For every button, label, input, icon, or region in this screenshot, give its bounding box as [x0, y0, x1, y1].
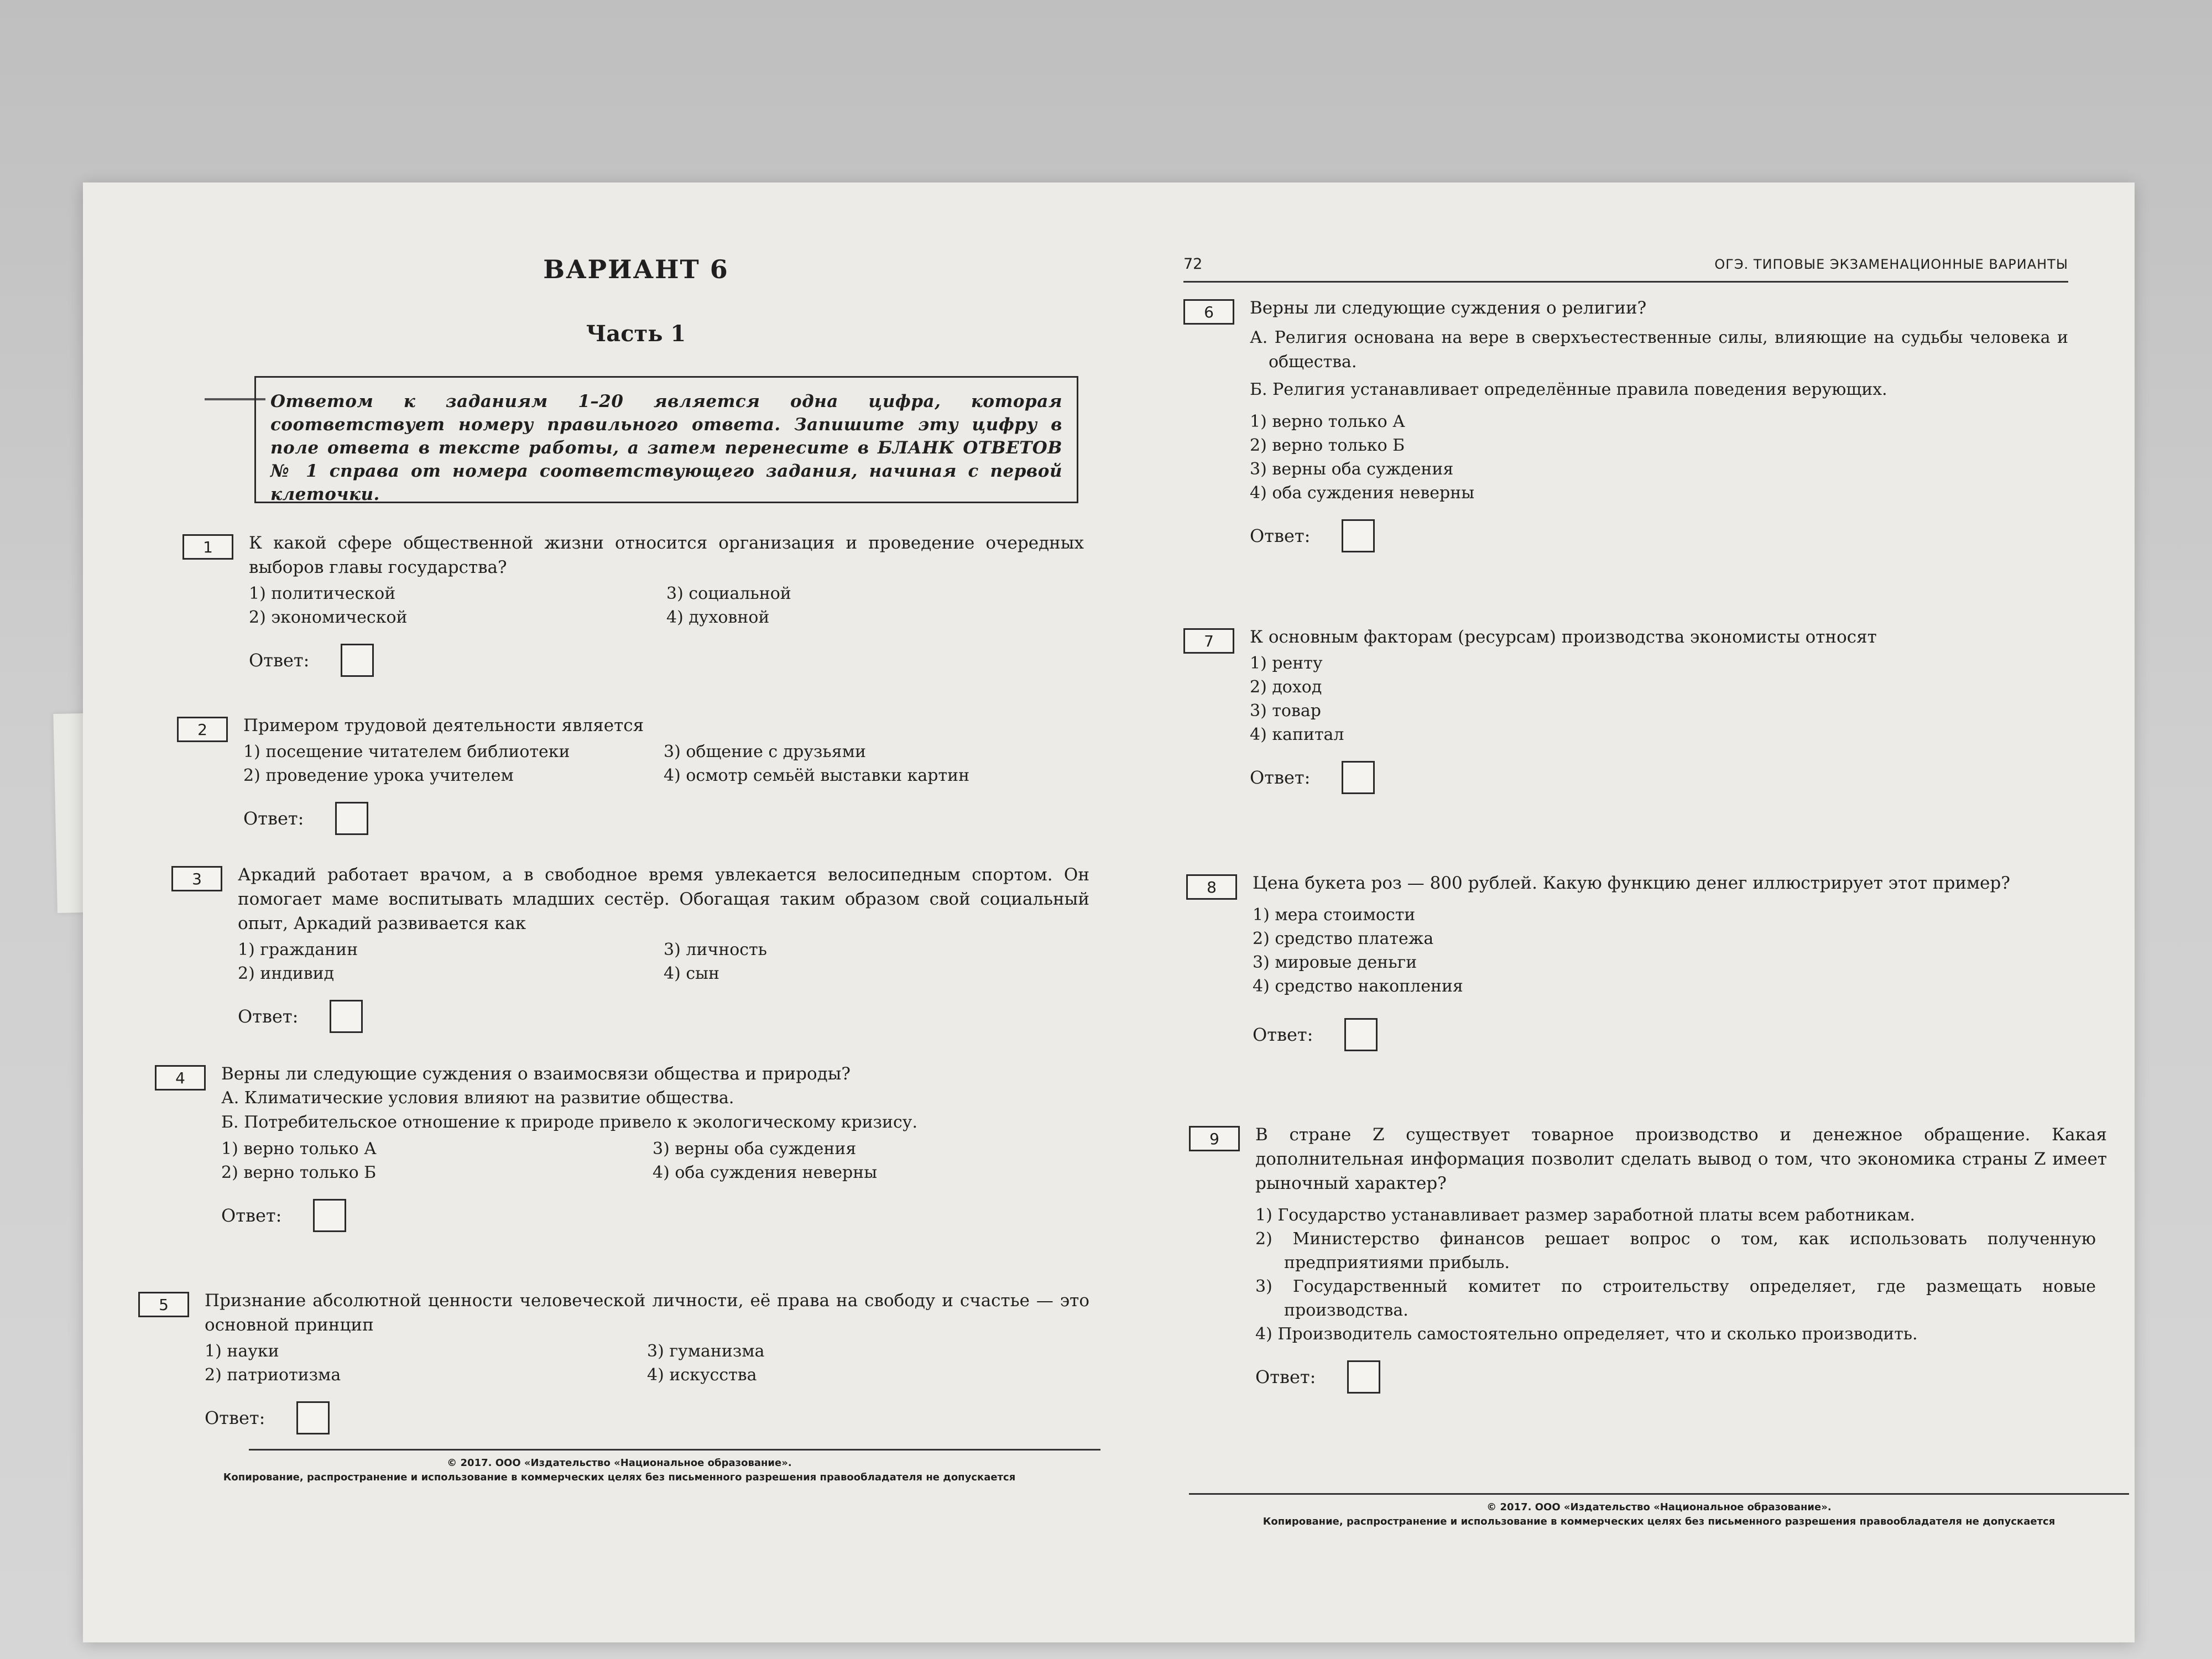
answer-label: Ответ:: [205, 1407, 265, 1428]
running-header: [1183, 253, 2068, 283]
options: [1250, 651, 2068, 747]
answer-row: [221, 1199, 1084, 1232]
question-number: 3: [171, 866, 222, 891]
answer-row: [1255, 1360, 2107, 1394]
option[interactable]: 1) ренту: [1250, 654, 1323, 673]
page-number: 72: [1183, 255, 1203, 273]
question-number: 7: [1183, 628, 1234, 654]
right-page: [1112, 182, 2146, 1642]
option[interactable]: 3) социальной: [666, 584, 791, 603]
left-page: [83, 182, 1117, 1642]
option[interactable]: 3) верны оба суждения: [653, 1139, 857, 1159]
answer-box[interactable]: [335, 802, 368, 835]
option[interactable]: 1) посещение читателем библиотеки: [243, 742, 570, 761]
options: [243, 740, 1084, 787]
option[interactable]: 2) индивид: [238, 964, 335, 983]
option[interactable]: 2) проведение урока учителем: [243, 766, 514, 785]
option[interactable]: 4) средство накопления: [1253, 977, 1463, 996]
answer-box[interactable]: [1347, 1360, 1380, 1394]
statement-b: Б. Религия устанавливает определённые правила поведения верующих.: [1250, 380, 1887, 399]
option[interactable]: 4) оба суждения неверны: [653, 1163, 878, 1182]
options: [1250, 410, 2068, 505]
question-number: 2: [177, 717, 228, 742]
answer-label: Ответ:: [238, 1006, 299, 1027]
option[interactable]: 3) Государственный комитет по строительству определяет, где размещать новые производства.: [1255, 1277, 2096, 1320]
statement-b: Б. Потребительское отношение к природе привело к экологическому кризису.: [221, 1113, 917, 1132]
header-title: ОГЭ. ТИПОВЫЕ ЭКЗАМЕНАЦИОННЫЕ ВАРИАНТЫ: [1714, 257, 2068, 272]
exam-sheet: [83, 182, 2135, 1642]
options: [249, 582, 1084, 629]
answer-label: Ответ:: [221, 1205, 282, 1226]
question-text: К какой сфере общественной жизни относится организация и проведение очередных выборов главы государства?: [249, 533, 1084, 577]
left-footer: [138, 1449, 1100, 1485]
answer-label: Ответ:: [1250, 767, 1311, 788]
option[interactable]: 3) общение с друзьями: [664, 742, 866, 761]
option[interactable]: 3) верны оба суждения: [1250, 460, 1454, 479]
answer-label: Ответ:: [243, 808, 304, 829]
question-text: Признание абсолютной ценности человеческой личности, её права на свободу и счастье — это основной принцип: [205, 1291, 1089, 1335]
part-title: Часть 1: [586, 321, 686, 347]
option[interactable]: 2) верно только Б: [1250, 436, 1405, 455]
option[interactable]: 2) экономической: [249, 608, 408, 627]
options: [221, 1137, 1084, 1185]
question-text: Верны ли следующие суждения о взаимосвязи общества и природы?: [221, 1064, 851, 1084]
answer-label: Ответ:: [1253, 1024, 1313, 1045]
answer-row: [205, 1401, 1089, 1434]
option[interactable]: 1) верно только А: [221, 1139, 377, 1159]
instruction-box: Ответом к заданиям 1–20 является одна цифра, которая соответствует номеру правильного ответа. Запишите эту цифру в поле ответа в тексте работы, а затем перенесите в БЛАНК ОТВЕТОВ № 1 справа от номера соответствующего задания, начиная с первой клеточки.: [254, 376, 1078, 503]
footer-copyright: © 2017. ООО «Издательство «Национальное образование».: [447, 1457, 792, 1469]
option[interactable]: 4) Производитель самостоятельно определяет, что и сколько производить.: [1255, 1324, 1918, 1344]
question-text: Аркадий работает врачом, а в свободное время увлекается велосипедным спортом. Он помогает маме воспитывать младших сестёр. Обогащая таким образом свой социальный опыт, Аркадий развивается как: [238, 865, 1089, 933]
answer-row: [243, 802, 1084, 835]
option[interactable]: 4) сын: [664, 964, 720, 983]
answer-label: Ответ:: [1255, 1366, 1316, 1387]
option[interactable]: 4) капитал: [1250, 725, 1344, 744]
footer-copyright: © 2017. ООО «Издательство «Национальное образование».: [1486, 1501, 1832, 1513]
answer-row: [1250, 761, 2068, 794]
question-text: Цена букета роз — 800 рублей. Какую функцию денег иллюстрирует этот пример?: [1253, 873, 2010, 893]
options: [1253, 903, 2082, 998]
option[interactable]: 2) верно только Б: [221, 1163, 377, 1182]
footer-legal: Копирование, распространение и использование в коммерческих целях без письменного разрешения правообладателя не допускается: [1262, 1516, 2056, 1527]
footer-legal: Копирование, распространение и использование в коммерческих целях без письменного разрешения правообладателя не допускается: [223, 1472, 1016, 1483]
question-number: 5: [138, 1292, 189, 1317]
option[interactable]: 1) науки: [205, 1342, 279, 1361]
option[interactable]: 4) искусства: [647, 1365, 757, 1385]
option[interactable]: 1) политической: [249, 584, 396, 603]
question-text: Примером трудовой деятельности является: [243, 716, 644, 735]
answer-row: [249, 644, 1084, 677]
option[interactable]: 4) духовной: [666, 608, 770, 627]
variant-title: ВАРИАНТ 6: [543, 254, 729, 284]
option[interactable]: 2) доход: [1250, 677, 1322, 697]
option[interactable]: 2) средство платежа: [1253, 929, 1434, 948]
question-number: 1: [182, 534, 233, 560]
answer-row: [238, 1000, 1089, 1033]
option[interactable]: 1) мера стоимости: [1253, 905, 1416, 925]
statement-a: А. Религия основана на вере в сверхъестественные силы, влияющие на судьбы человека и общества.: [1250, 328, 2068, 372]
question-text: Верны ли следующие суждения о религии?: [1250, 298, 1647, 318]
question-text: К основным факторам (ресурсам) производства экономисты относят: [1250, 627, 1877, 647]
option[interactable]: 2) Министерство финансов решает вопрос о том, как использовать полученную предприятиями прибыль.: [1255, 1229, 2096, 1272]
option[interactable]: 1) верно только А: [1250, 412, 1405, 431]
question-number: 9: [1189, 1126, 1240, 1151]
question-number: 8: [1186, 874, 1237, 900]
option[interactable]: 3) мировые деньги: [1253, 953, 1417, 972]
answer-box[interactable]: [1342, 761, 1375, 794]
option[interactable]: 4) осмотр семьёй выставки картин: [664, 766, 970, 785]
right-footer: [1189, 1493, 2129, 1529]
answer-row: [1250, 519, 2068, 552]
question-text: В стране Z существует товарное производство и денежное обращение. Какая дополнительная информация позволит сделать вывод о том, что экономика страны Z имеет рыночный характер?: [1255, 1125, 2107, 1193]
options: [205, 1339, 1089, 1387]
answer-label: Ответ:: [249, 650, 310, 671]
option[interactable]: 3) личность: [664, 940, 768, 959]
option[interactable]: 1) гражданин: [238, 940, 358, 959]
question-number: 4: [155, 1065, 206, 1091]
options: [1255, 1203, 2107, 1346]
answer-row: [1253, 1018, 2082, 1051]
answer-box[interactable]: [1344, 1018, 1378, 1051]
question-number: 6: [1183, 299, 1234, 325]
answer-box[interactable]: [313, 1199, 346, 1232]
answer-box[interactable]: [341, 644, 374, 677]
option[interactable]: 1) Государство устанавливает размер заработной платы всем работникам.: [1255, 1206, 1916, 1225]
statement-a: А. Климатические условия влияют на развитие общества.: [221, 1088, 734, 1108]
answer-box[interactable]: [330, 1000, 363, 1033]
option[interactable]: 2) патриотизма: [205, 1365, 341, 1385]
option[interactable]: 3) товар: [1250, 701, 1321, 721]
options: [238, 938, 1089, 985]
option[interactable]: 3) гуманизма: [647, 1342, 765, 1361]
option[interactable]: 4) оба суждения неверны: [1250, 483, 1475, 503]
answer-label: Ответ:: [1250, 525, 1311, 546]
answer-box[interactable]: [296, 1401, 330, 1434]
answer-box[interactable]: [1342, 519, 1375, 552]
